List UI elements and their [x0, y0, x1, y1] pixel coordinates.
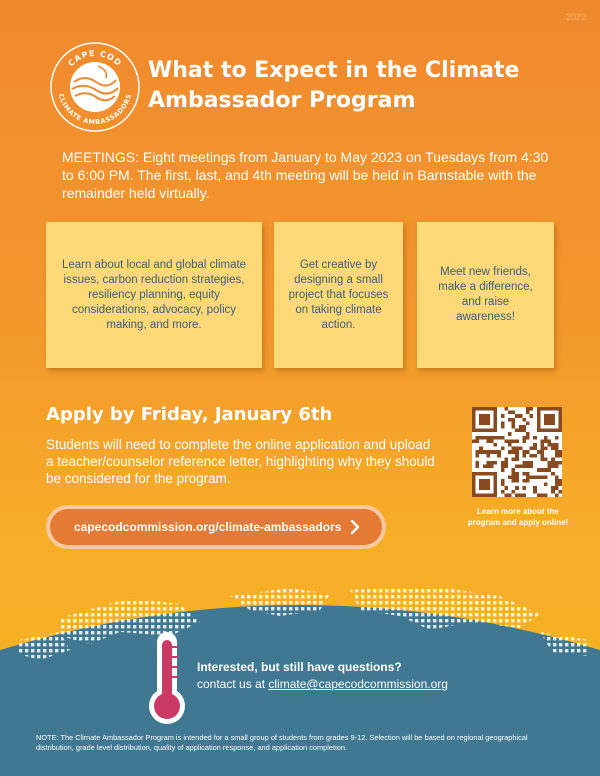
contact-question: Interested, but still have questions?	[197, 660, 402, 674]
contact-line	[197, 677, 448, 691]
application-link-label[interactable]: capecodcommission.org/climate-ambassadors	[74, 520, 342, 534]
meetings-info: MEETINGS: Eight meetings from January to May 2023 on Tuesdays from 4:30 to 6:00 PM. The first, last, and 4th meeting will be held in Barnstable with the remainder held virtually.	[62, 149, 549, 201]
apply-heading: Apply by Friday, January 6th	[46, 404, 333, 425]
thermometer-icon	[148, 630, 186, 726]
qr-caption: Learn more about the program and apply online!	[467, 507, 569, 527]
contact-prefix: contact us at	[197, 677, 269, 691]
apply-instructions: Students will need to complete the online application and upload a teacher/counselor reference letter, highlighting why they should be considered for the program.	[46, 437, 435, 486]
chevron-right-icon	[350, 519, 360, 535]
qr-code[interactable]	[472, 407, 562, 497]
benefit-card-learn: Learn about local and global climate issues, carbon reduction strategies, resiliency planning, equity considerations, advocacy, policy making, and more.	[46, 222, 262, 368]
application-link-button[interactable]	[46, 505, 386, 549]
page-title: What to Expect in the Climate Ambassador Program	[148, 58, 520, 113]
corner-label: 2022	[565, 12, 586, 22]
application-link-inner[interactable]	[50, 509, 382, 545]
benefit-card-connect: Meet new friends, make a difference, and raise awareness!	[417, 222, 554, 368]
eligibility-note: NOTE: The Climate Ambassador Program is intended for a small group of students from grades 9-12. Selection will be based on regional geographical distribution, grade level distribution, quality of application response, and application completion.	[36, 733, 528, 752]
cape-cod-climate-ambassadors-logo	[50, 42, 140, 132]
benefit-card-create: Get creative by designing a small project that focuses on taking climate action.	[274, 222, 403, 368]
benefit-cards	[46, 222, 554, 368]
svg-text:CLIMATE AMBASSADORS: CLIMATE AMBASSADORS	[56, 92, 134, 127]
svg-text:CAPE COD: CAPE COD	[66, 48, 124, 69]
contact-email-link[interactable]: climate@capecodcommission.org	[268, 677, 448, 691]
